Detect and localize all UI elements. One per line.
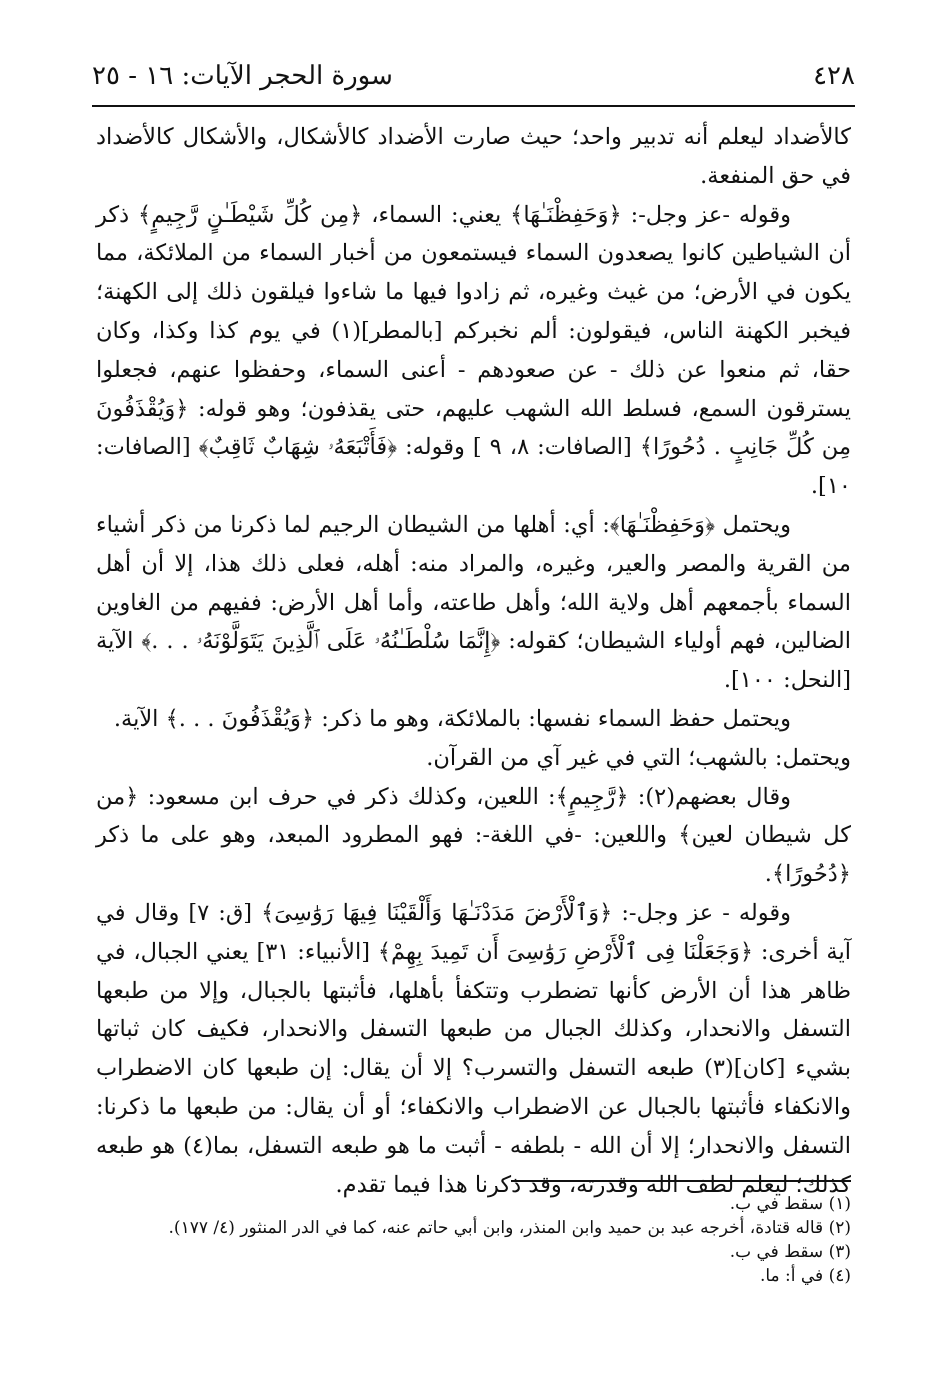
paragraph: ويحتمل: بالشهب؛ التي في غير آي من القرآن. (426, 744, 851, 771)
paragraph: كالأضداد ليعلم أنه تدبير واحد؛ حيث صارت الأضداد كالأشكال، والأشكال كالأضداد في حق المنفعة. (96, 124, 851, 189)
main-text (96, 118, 851, 1204)
paragraph: ويحتمل ﴿وَحَفِظْنَـٰهَا﴾: أي: أهلها من الشيطان الرجيم لما ذكرنا من ذكر أشياء من القرية والمصر والعير، وغيره، والمراد منه: أهله، فعلى ذلك هذا، إلا أن أهل السماء بأجمعهم أهل ولاية الله؛ وأهل طاعته، وأما أهل الأرض: ففيهم من الغاوين الضالين، فهم أولياء الشيطان؛ كقوله: ﴿إِنَّمَا سُلْطَـٰنُهُۥ عَلَى ٱلَّذِينَ يَتَوَلَّوْنَهُۥ . . .﴾ الآية [النحل: ١٠٠]. (96, 511, 851, 694)
footnote: (٢) قاله قتادة، أخرجه عبد بن حميد وابن المنذر، وابن أبي حاتم عنه، كما في الدر المنثور (٤/ ١٧٧). (168, 1218, 851, 1238)
running-header (92, 56, 855, 96)
footnote-divider (511, 1180, 851, 1182)
footnotes (96, 1192, 851, 1288)
paragraph: وقال بعضهم(٢): ﴿رَّجِيمٍ﴾: اللعين، وكذلك ذكر في حرف ابن مسعود: ﴿من كل شيطان لعين﴾ واللعين: -في اللغة-: فهو المطرود المبعد، وهو على ما ذكر ﴿دُحُورًا﴾. (96, 783, 851, 888)
footnote: (١) سقط في ب. (729, 1194, 851, 1214)
paragraph: وقوله - عز وجل-: ﴿وَٱلْأَرْضَ مَدَدْنَـٰهَا وَأَلْقَيْنَا فِيهَا رَوَٰسِىَ﴾ [ق: ٧] وقال في آية أخرى: ﴿وَجَعَلْنَا فِى ٱلْأَرْضِ رَوَٰسِىَ أَن تَمِيدَ بِهِمْ﴾ [الأنبياء: ٣١] يعني الجبال، في ظاهر هذا أن الأرض كأنها تضطرب وتتكفأ بأهلها، فأثبتها بالجبال، وإلا من طبعها التسفل والانحدار، وكذلك الجبال من طبعها التسفل والانحدار، فكيف كان ثباتها بشيء [كان](٣) طبعه التسفل والتسرب؟ إلا أن يقال: إن طبعها كان الاضطراب والانكفاء فأثبتها بالجبال عن الاضطراب والانكفاء؛ أو أن يقال: من طبعها ما ذكرنا: التسفل والانحدار؛ إلا أن الله - بلطفه - أثبت ما هو طبعه التسفل، بما(٤) هو طبعه كذلك؛ ليعلم لطف الله وقدرته، وقد ذكرنا هذا فيما تقدم. (96, 899, 851, 1198)
page-number: ٤٢٨ (813, 61, 855, 91)
paragraph: ويحتمل حفظ السماء نفسها: بالملائكة، وهو ما ذكر: ﴿وَيُقْذَفُونَ . . .﴾ الآية. (113, 705, 791, 732)
header-divider (92, 105, 855, 107)
chapter-title: سورة الحجر الآيات: ١٦ - ٢٥ (92, 61, 393, 91)
footnote: (٣) سقط في ب. (729, 1242, 851, 1262)
footnote: (٤) في أ: ما. (759, 1266, 851, 1286)
paragraph: وقوله -عز وجل-: ﴿وَحَفِظْنَـٰهَا﴾ يعني: السماء، ﴿مِن كُلِّ شَيْطَـٰنٍ رَّجِيمٍ﴾ ذكر أن الشياطين كانوا يصعدون السماء فيستمعون من أخبار السماء من الملائكة، مما يكون في الأرض؛ من غيث وغيره، ثم زادوا فيها ما شاءوا فيلقون ذلك إلى الكهنة؛ فيخبر الكهنة الناس، فيقولون: ألم نخبركم [بالمطر](١) في يوم كذا وكذا، وكان حقا، ثم منعوا عن ذلك - عن صعودهم - أعنى السماء، وحفظوا عنهم، فجعلوا يسترقون السمع، فسلط الله الشهب عليهم، حتى يقذفون؛ وهو قوله: ﴿وَيُقْذَفُونَ مِن كُلِّ جَانِبٍ . دُحُورًا﴾ [الصافات: ٨، ٩ ] وقوله: ﴿فَأَتْبَعَهُۥ شِهَابٌ ثَاقِبٌ﴾ [الصافات: ١٠]. (96, 201, 852, 500)
